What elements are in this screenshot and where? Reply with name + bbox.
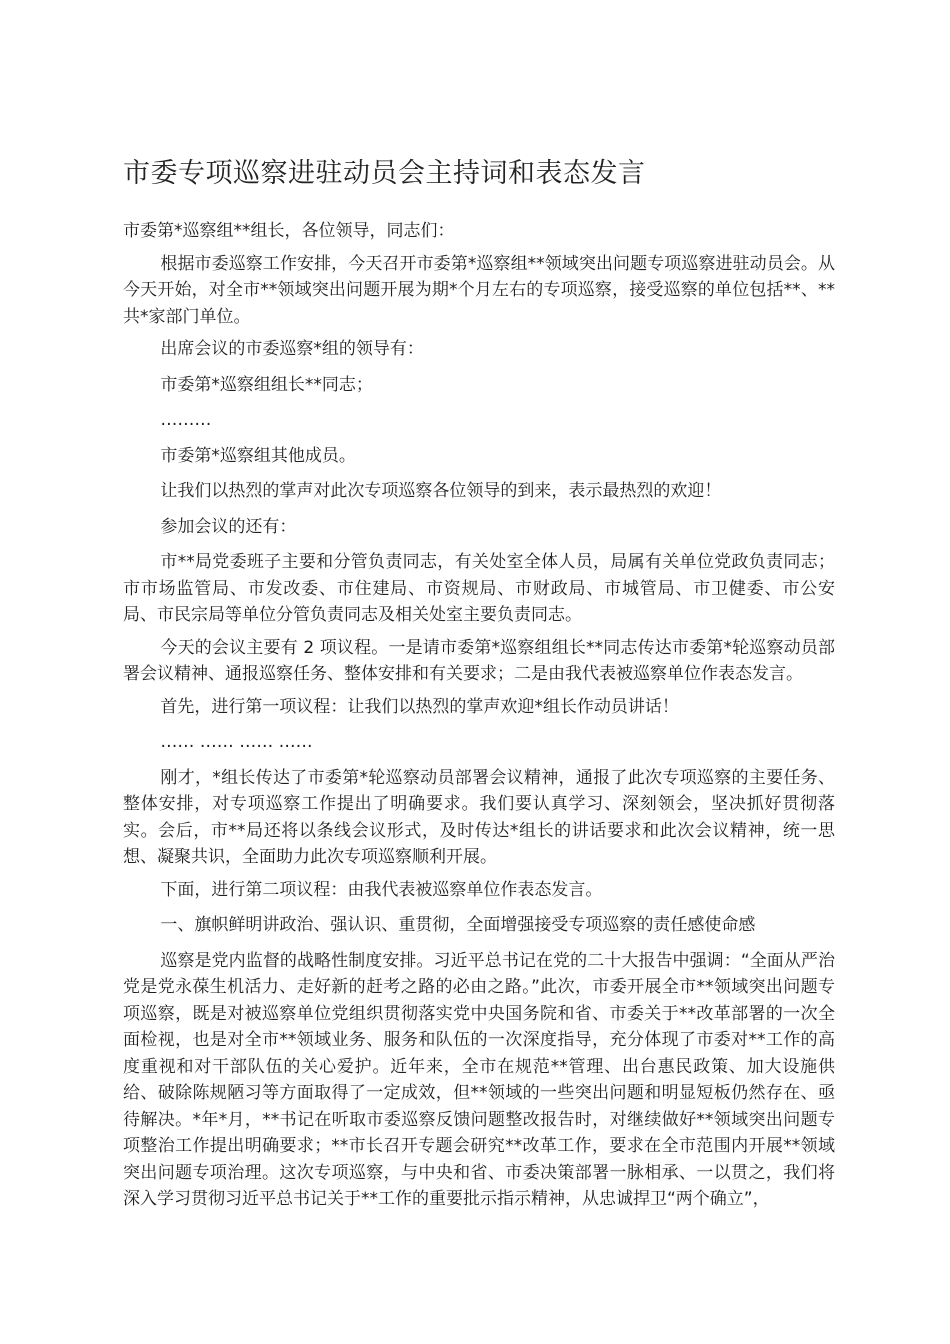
paragraph: 巡察是党内监督的战略性制度安排。习近平总书记在党的二十大报告中强调：“全面从严治党是党永葆生机活力、走好新的赶考之路的必由之路。”此次，市委开展全市**领域突出问题专项巡察，既是对被巡察单位党组织贯彻落实党中央国务院和省、市委关于**改革部署的一次全面检视，也是对全市**领域业务、服务和队伍的一次深度指导，充分体现了市委对**工作的高度重视和对干部队伍的关心爱护。近年来，全市在规范**管理、出台惠民政策、加大设施供给、破除陈规陋习等方面取得了一定成效，但**领域的一些突出问题和明显短板仍然存在、亟待解决。*年*月，**书记在听取市委巡察反馈问题整改报告时，对继续做好**领域突出问题专项整治工作提出明确要求；**市长召开专题会研究**改革工作，要求在全市范围内开展**领域突出问题专项治理。这次专项巡察，与中央和省、市委决策部署一脉相承、一以贯之，我们将深入学习贯彻习近平总书记关于**工作的重要批示指示精神，从忠诚捍卫“两个确立”， (123, 950, 835, 1209)
section-heading: 一、旗帜鲜明讲政治、强认识、重贯彻，全面增强接受专项巡察的责任感使命感 (160, 915, 756, 935)
salutation: 市委第*巡察组**组长，各位领导，同志们： (123, 221, 455, 241)
paragraph: 让我们以热烈的掌声对此次专项巡察各位领导的到来，表示最热烈的欢迎！ (160, 481, 722, 501)
paragraph: 首先，进行第一项议程：让我们以热烈的掌声欢迎*组长作动员讲话！ (160, 696, 679, 717)
document-page (123, 150, 835, 1219)
document-title: 市委专项巡察进驻动员会主持词和表态发言 (123, 158, 646, 189)
paragraph: ……… (160, 410, 212, 430)
paragraph: 市委第*巡察组其他成员。 (160, 445, 356, 466)
paragraph: 市委第*巡察组组长**同志； (160, 374, 373, 395)
paragraph: 参加会议的还有： (160, 516, 297, 537)
paragraph: 市**局党委班子主要和分管负责同志，有关处室全体人员，局属有关单位党政负责同志；市市场监管局、市发改委、市住建局、市资规局、市财政局、市城管局、市卫健委、市公安局、市民宗局等单位分管负责同志及相关处室主要负责同志。 (123, 552, 835, 625)
paragraph: 下面，进行第二项议程：由我代表被巡察单位作表态发言。 (160, 879, 603, 900)
paragraph: 根据市委巡察工作安排，今天召开市委第*巡察组**领域突出问题专项巡察进驻动员会。从今天开始，对全市**领域突出问题开展为期*个月左右的专项巡察，接受巡察的单位包括**、**共*家部门单位。 (123, 253, 835, 327)
paragraph: …… …… …… …… (160, 732, 313, 752)
paragraph: 今天的会议主要有 2 项议程。一是请市委第*巡察组组长**同志传达市委第*轮巡察动员部署会议精神、通报巡察任务、整体安排和有关要求；二是由我代表被巡察单位作表态发言。 (123, 637, 835, 684)
paragraph: 刚才，*组长传达了市委第*轮巡察动员部署会议精神，通报了此次专项巡察的主要任务、整体安排，对专项巡察工作提出了明确要求。我们要认真学习、深刻领会，坚决抓好贯彻落实。会后，市**局还将以条线会议形式，及时传达*组长的讲话要求和此次会议精神，统一思想、凝聚共识，全面助力此次专项巡察顺利开展。 (123, 767, 835, 867)
paragraph: 出席会议的市委巡察*组的领导有： (160, 339, 424, 359)
